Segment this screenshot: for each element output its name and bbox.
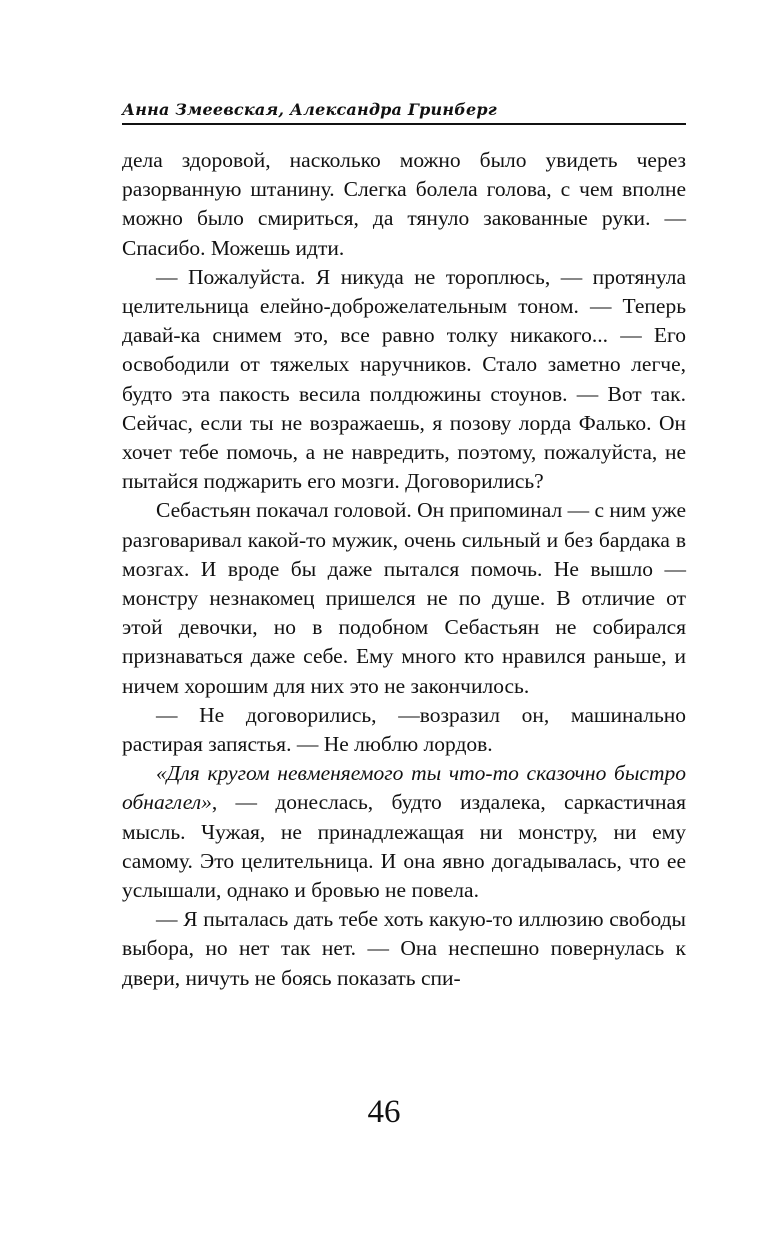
page-number: 46 bbox=[367, 1094, 401, 1130]
italic-thought: «Для кругом невменяемого ты что-то сказочно быстро обнаглел» bbox=[122, 761, 686, 815]
paragraph-5-text: , — донеслась, будто издалека, саркастичная мысль. Чужая, не принадлежащая ни монстру, ни ему самому. Это целительница. И она явно догадывалась, что ее услышали, однако и бровью не повела. bbox=[122, 790, 686, 903]
paragraph-5 bbox=[122, 759, 686, 905]
body-text bbox=[122, 146, 686, 993]
header-rule bbox=[122, 123, 686, 125]
paragraph-4: — Не договорились, —возразил он, машинально растирая запястья. — Не люблю лордов. bbox=[122, 702, 686, 757]
paragraph-6: — Я пыталась дать тебе хоть какую-то иллюзию свободы выбора, но нет так нет. — Она неспешно повернулась к двери, ничуть не боясь показать спи- bbox=[122, 907, 686, 990]
paragraph-3: Себастьян покачал головой. Он припоминал — с ним уже разговаривал какой-то мужик, очень сильный и без бардака в мозгах. И вроде бы даже пытался помочь. Не вышло — монстру незнакомец пришелся не по душе. В отличие от этой девочки, но в подобном Себастьян не собирался признаваться даже себе. Ему много кто нравился раньше, и ничем хорошим для них это не закончилось. bbox=[122, 498, 686, 698]
running-head-authors: Анна Змеевская, Александра Гринберг bbox=[122, 100, 497, 119]
paragraph-2: — Пожалуйста. Я никуда не тороплюсь, — протянула целительница елейно-доброжелательным тоном. — Теперь давай-ка снимем это, все равно толку никакого... — Его освободили от тяжелых наручников. Стало заметно легче, будто эта пакость весила полдюжины стоунов. — Вот так. Сейчас, если ты не возражаешь, я позову лорда Фалько. Он хочет тебе помочь, а не навредить, поэтому, пожалуйста, не пытайся поджарить его мозги. Договорились? bbox=[122, 264, 686, 494]
paragraph-1: дела здоровой, насколько можно было увидеть через разорванную штанину. Слегка болела голова, с чем вполне можно было смириться, да тянуло закованные руки. — Спасибо. Можешь идти. bbox=[122, 148, 686, 260]
